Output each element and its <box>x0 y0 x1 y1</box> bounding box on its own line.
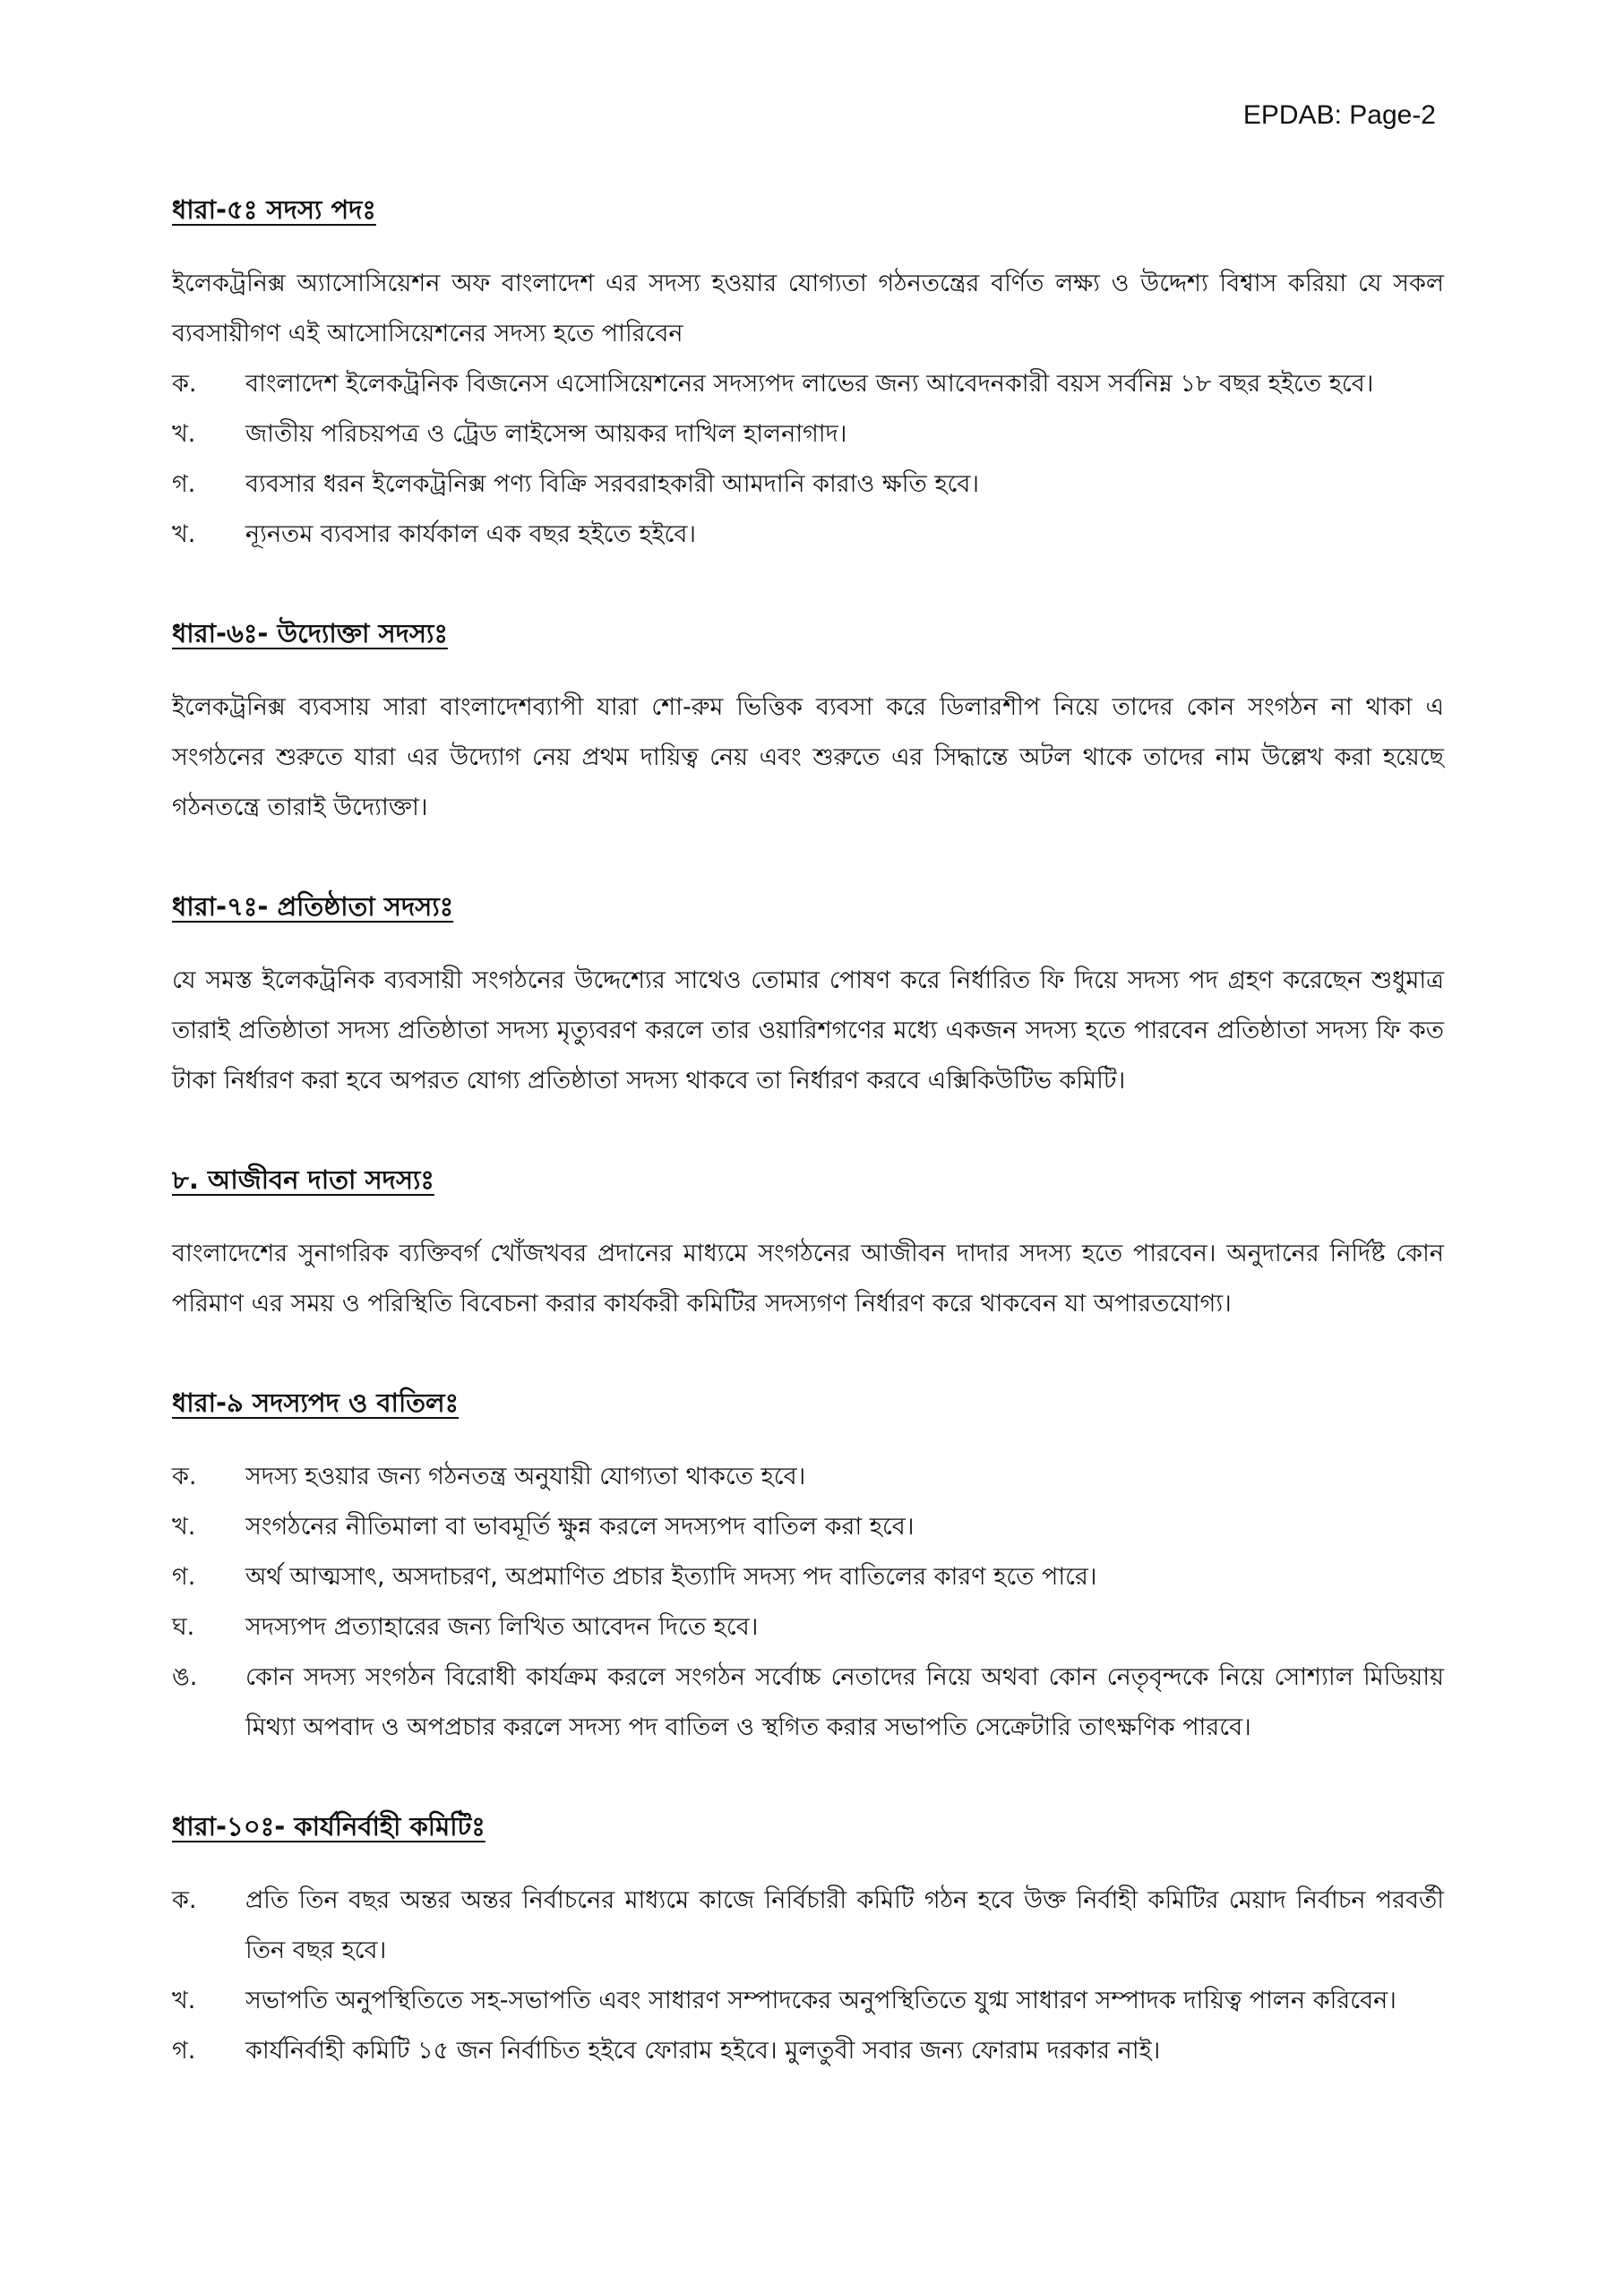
list-marker: খ. <box>172 1987 196 2014</box>
section-5-membership <box>172 190 1444 560</box>
list-item <box>172 1602 1444 1653</box>
section-heading: ধারা-১০ঃ- কার্যনির্বাহী কমিটিঃ <box>172 1811 485 1842</box>
section-7-founder-member <box>172 887 1444 1106</box>
committee-rules-list <box>172 1876 1444 2076</box>
list-item <box>172 1452 1444 1502</box>
section-paragraph: ইলেকট্রনিক্স অ্যাসোসিয়েশন অফ বাংলাদেশ এর সদস্য হওয়ার যোগ্যতা গঠনতন্ত্রের বর্ণিত লক্ষ্য ও উদ্দেশ্য বিশ্বাস করিয়া যে সকল ব্যবসায়ীগণ এই আসোসিয়েশনের সদস্য হতে পারিবেন <box>172 270 1444 348</box>
section-9-membership-cancellation <box>172 1383 1444 1753</box>
list-marker: ক. <box>172 1463 197 1490</box>
list-marker: গ. <box>172 2037 196 2065</box>
list-item-text: ব্যবসার ধরন ইলেকট্রনিক্স পণ্য বিক্রি সরবরাহকারী আমদানি কারাও ক্ষতি হবে। <box>245 470 980 498</box>
list-item <box>172 1502 1444 1552</box>
list-marker: খ. <box>172 420 196 448</box>
list-item-text: কার্যনির্বাহী কমিটি ১৫ জন নির্বাচিত হইবে ফোরাম হইবে। মুলতুবী সবার জন্য ফোরাম দরকার নাই। <box>245 2037 1161 2065</box>
list-marker: খ. <box>172 1513 196 1541</box>
section-heading: ধারা-৯ সদস্যপদ ও বাতিলঃ <box>172 1387 460 1418</box>
document-body <box>172 190 1444 2130</box>
cancellation-rules-list <box>172 1452 1444 1753</box>
list-item-text: সংগঠনের নীতিমালা বা ভাবমূর্তি ক্ষুন্ন করলে সদস্যপদ বাতিল করা হবে। <box>245 1513 915 1541</box>
list-item-text: বাংলাদেশ ইলেকট্রনিক বিজনেস এসোসিয়েশনের সদস্যপদ লাভের জন্য আবেদনকারী বয়স সর্বনিম্ন ১৮ বছর হইতে হবে। <box>245 370 1374 398</box>
section-paragraph: যে সমস্ত ইলেকট্রনিক ব্যবসায়ী সংগঠনের উদ্দেশ্যের সাথেও তোমার পোষণ করে নির্ধারিত ফি দিয়ে সদস্য পদ গ্রহণ করেছেন শুধুমাত্র তারাই প্রতিষ্ঠাতা সদস্য প্রতিষ্ঠাতা সদস্য মৃত্যুবরণ করলে তার ওয়ারিশগণের মধ্যে একজন সদস্য হতে পারবেন প্রতিষ্ঠাতা সদস্য ফি কত টাকা নির্ধারণ করা হবে অপরত যোগ্য প্রতিষ্ঠাতা সদস্য থাকবে তা নির্ধারণ করবে এক্সিকিউটিভ কমিটি। <box>172 966 1444 1095</box>
list-item <box>172 409 1444 459</box>
section-heading: ধারা-৫ঃ সদস্য পদঃ <box>172 194 376 225</box>
list-item <box>172 510 1444 560</box>
list-item-text: অর্থ আত্মসাৎ, অসদাচরণ, অপ্রমাণিত প্রচার ইত্যাদি সদস্য পদ বাতিলের কারণ হতে পারে। <box>245 1563 1097 1591</box>
list-marker: ক. <box>172 370 197 398</box>
list-marker: গ. <box>172 470 196 498</box>
list-item-text: প্রতি তিন বছর অন্তর অন্তর নির্বাচনের মাধ্যমে কাজে নির্বিচারী কমিটি গঠন হবে উক্ত নির্বাহী কমিটির মেয়াদ নির্বাচন পরবর্তী তিন বছর হবে। <box>245 1886 1445 1964</box>
list-item-text: সভাপতি অনুপস্থিতিতে সহ-সভাপতি এবং সাধারণ সম্পাদকের অনুপস্থিতিতে যুগ্ম সাধারণ সম্পাদক দায়িত্ব পালন করিবেন। <box>245 1987 1396 2014</box>
list-marker: ঘ. <box>172 1613 195 1641</box>
list-item-text: জাতীয় পরিচয়পত্র ও ট্রেড লাইসেন্স আয়কর দাখিল হালনাগাদ। <box>245 420 847 448</box>
section-heading: ৮. আজীবন দাতা সদস্যঃ <box>172 1164 434 1195</box>
list-item <box>172 2026 1444 2076</box>
list-marker: খ. <box>172 520 196 548</box>
list-item <box>172 1552 1444 1602</box>
list-marker: ক. <box>172 1886 197 1914</box>
list-item-text: সদস্য হওয়ার জন্য গঠনতন্ত্র অনুযায়ী যোগ্যতা থাকতে হবে। <box>245 1463 806 1490</box>
list-item-text: সদস্যপদ প্রত্যাহারের জন্য লিখিত আবেদন দিতে হবে। <box>245 1613 759 1641</box>
membership-requirements-list <box>172 359 1444 560</box>
section-heading: ধারা-৭ঃ- প্রতিষ্ঠাতা সদস্যঃ <box>172 891 454 922</box>
list-marker: ঙ. <box>172 1663 198 1691</box>
section-10-executive-committee <box>172 1807 1444 2076</box>
section-heading: ধারা-৬ঃ- উদ্যোক্তা সদস্যঃ <box>172 618 448 648</box>
list-item <box>172 1876 1444 1976</box>
list-marker: গ. <box>172 1563 196 1591</box>
list-item <box>172 1976 1444 2026</box>
section-paragraph: ইলেকট্রনিক্স ব্যবসায় সারা বাংলাদেশব্যাপী যারা শো-রুম ভিত্তিক ব্যবসা করে ডিলারশীপ নিয়ে তাদের কোন সংগঠন না থাকা এ সংগঠনের শুরুতে যারা এর উদ্যোগ নেয় প্রথম দায়িত্ব নেয় এবং শুরুতে এর সিদ্ধান্তে অটল থাকে তাদের নাম উল্লেখ করা হয়েছে গঠনতন্ত্রে তারাই উদ্যোক্তা। <box>172 693 1444 821</box>
section-paragraph: বাংলাদেশের সুনাগরিক ব্যক্তিবর্গ খোঁজখবর প্রদানের মাধ্যমে সংগঠনের আজীবন দাদার সদস্য হতে পারবেন। অনুদানের নির্দিষ্ট কোন পরিমাণ এর সময় ও পরিস্থিতি বিবেচনা করার কার্যকরী কমিটির সদস্যগণ নির্ধারণ করে থাকবেন যা অপারতযোগ্য। <box>172 1240 1444 1318</box>
section-6-entrepreneur-member <box>172 614 1444 833</box>
list-item <box>172 1653 1444 1753</box>
section-8-lifetime-donor-member <box>172 1160 1444 1329</box>
list-item-text: ন্যূনতম ব্যবসার কার্যকাল এক বছর হইতে হইবে। <box>245 520 697 548</box>
list-item-text: কোন সদস্য সংগঠন বিরোধী কার্যক্রম করলে সংগঠন সর্বোচ্চ নেতাদের নিয়ে অথবা কোন নেতৃবৃন্দকে নিয়ে সোশ্যাল মিডিয়ায় মিথ্যা অপবাদ ও অপপ্রচার করলে সদস্য পদ বাতিল ও স্থগিত করার সভাপতি সেক্রেটারি তাৎক্ষণিক পারবে। <box>245 1663 1444 1741</box>
list-item <box>172 359 1444 409</box>
page-label: EPDAB: Page-2 <box>1242 100 1436 130</box>
list-item <box>172 459 1444 510</box>
